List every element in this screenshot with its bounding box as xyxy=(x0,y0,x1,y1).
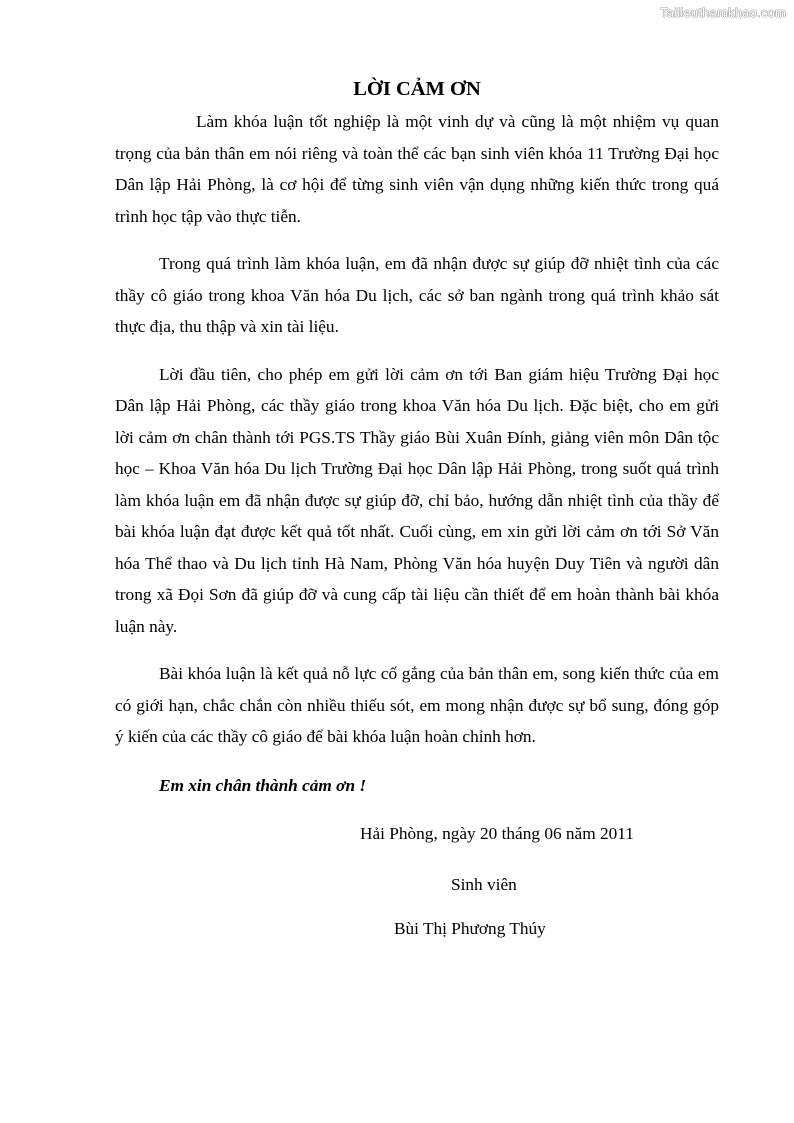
signature-place-date: Hải Phòng, ngày 20 tháng 06 năm 2011 xyxy=(360,824,634,843)
paragraph-limitations: Bài khóa luận là kết quả nỗ lực cố gắng của bản thân em, song kiến thức của em có giới hạn, chắc chắn còn nhiều thiếu sót, em mong nhận được sự bổ sung, đóng góp ý kiến của các thầy cô giáo để bài khóa luận hoàn chỉnh hơn. xyxy=(115,664,719,746)
page-title: LỜI CẢM ƠN xyxy=(353,78,481,100)
document-page xyxy=(115,75,719,938)
paragraph-thanks: Lời đầu tiên, cho phép em gửi lời cảm ơn tới Ban giám hiệu Trường Đại học Dân lập Hải Phòng, các thầy giáo trong khoa Văn hóa Du lịch. Đặc biệt, cho em gửi lời cảm ơn chân thành tới PGS.TS Thầy giáo Bùi Xuân Đính, giảng viên môn Dân tộc học – Khoa Văn hóa Du lịch Trường Đại học Dân lập Hải Phòng, trong suốt quá trình làm khóa luận em đã nhận được sự giúp đỡ, chỉ bảo, hướng dẫn nhiệt tình của thầy để bài khóa luận đạt được kết quả tốt nhất. Cuối cùng, em xin gửi lời cảm ơn tới Sở Văn hóa Thể thao và Du lịch tỉnh Hà Nam, Phòng Văn hóa huyện Duy Tiên và người dân trong xã Đọi Sơn đã giúp đỡ và cung cấp tài liệu cần thiết để em hoàn thành bài khóa luận này. xyxy=(115,364,719,636)
signature-role: Sinh viên xyxy=(451,875,517,894)
closing-line: Em xin chân thành cảm ơn ! xyxy=(159,775,367,795)
paragraph-support: Trong quá trình làm khóa luận, em đã nhận được sự giúp đỡ nhiệt tình của các thầy cô giáo trong khoa Văn hóa Du lịch, các sở ban ngành trong quá trình khảo sát thực địa, thu thập và xin tài liệu. xyxy=(115,254,719,336)
watermark-text: Tailieuthamkhao.com xyxy=(660,5,786,20)
signature-name: Bùi Thị Phương Thúy xyxy=(394,919,546,938)
paragraph-intro: Làm khóa luận tốt nghiệp là một vinh dự và cũng là một nhiệm vụ quan trọng của bản thân em nói riêng và toàn thể các bạn sinh viên khóa 11 Trường Đại học Dân lập Hải Phòng, là cơ hội để từng sinh viên vận dụng những kiến thức trong quá trình học tập vào thực tiễn. xyxy=(115,112,719,226)
